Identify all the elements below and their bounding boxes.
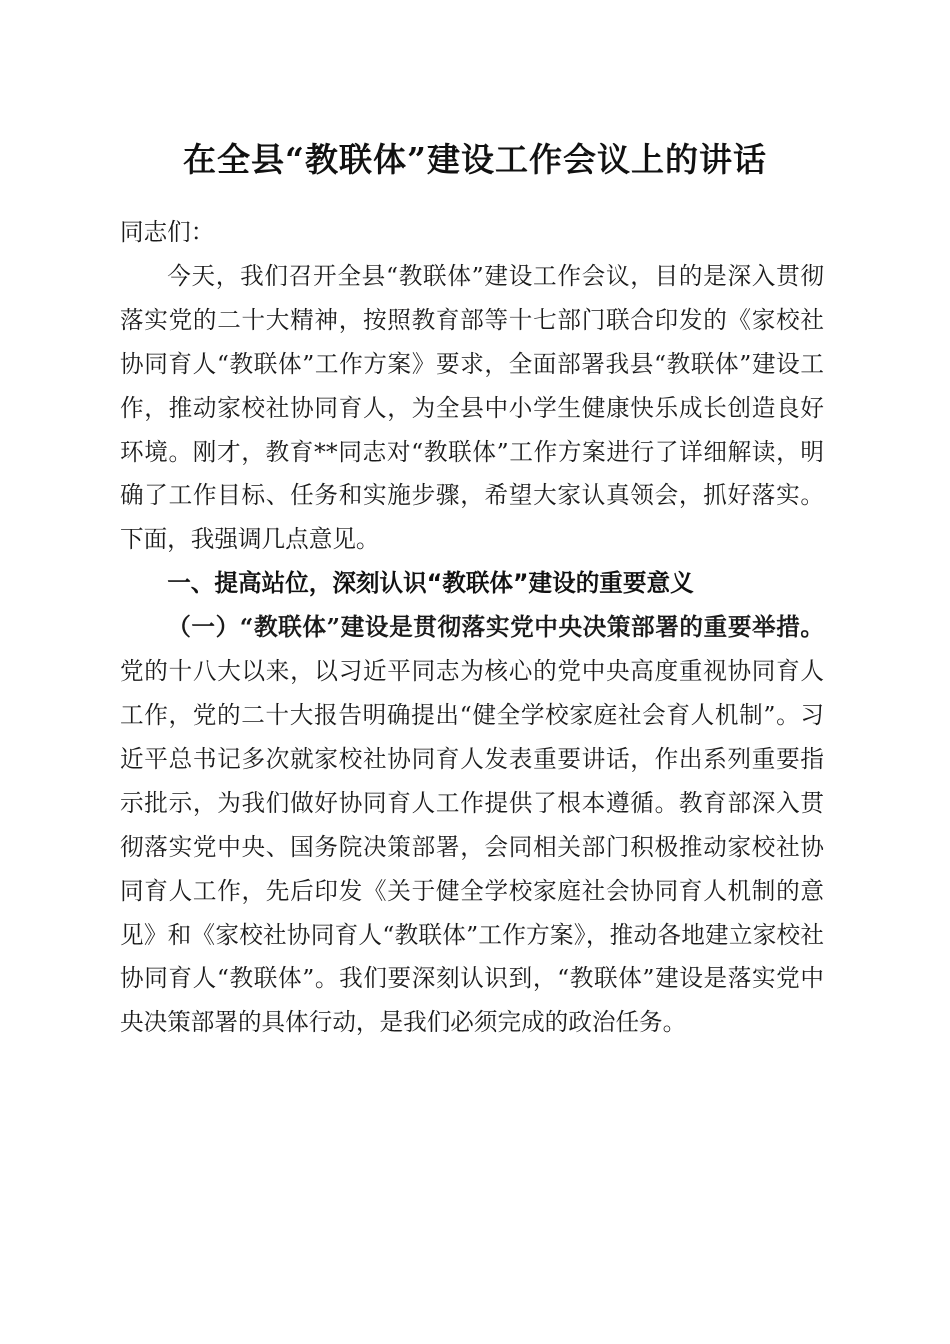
- salutation: 同志们：: [120, 218, 215, 246]
- document-body: [120, 211, 824, 1045]
- intro-paragraph: 今天，我们召开全县“教联体”建设工作会议，目的是深入贯彻落实党的二十大精神，按照教育部等十七部门联合印发的《家校社协同育人“教联体”工作方案》要求，全面部署我县“教联体”建设工作，推动家校社协同育人，为全县中小学生健康快乐成长创造良好环境。刚才，教育**同志对“教联体”工作方案进行了详细解读，明确了工作目标、任务和实施步骤，希望大家认真领会，抓好落实。下面，我强调几点意见。: [120, 261, 824, 554]
- subsection-1-1-paragraph: [120, 606, 824, 1045]
- subsection-1-1-lead: （一）“教联体”建设是贯彻落实党中央决策部署的重要举措。: [167, 613, 824, 642]
- section-1-heading: 一、提高站位，深刻认识“教联体”建设的重要意义: [167, 569, 694, 598]
- document-title: 在全县“教联体”建设工作会议上的讲话: [183, 140, 767, 179]
- subsection-1-1-body: 党的十八大以来，以习近平同志为核心的党中央高度重视协同育人工作，党的二十大报告明确提出“健全学校家庭社会育人机制”。习近平总书记多次就家校社协同育人发表重要讲话，作出系列重要指示批示，为我们做好协同育人工作提供了根本遵循。教育部深入贯彻落实党中央、国务院决策部署，会同相关部门积极推动家校社协同育人工作，先后印发《关于健全学校家庭社会协同育人机制的意见》和《家校社协同育人“教联体”工作方案》，推动各地建立家校社协同育人“教联体”。我们要深刻认识到，“教联体”建设是落实党中央决策部署的具体行动，是我们必须完成的政治任务。: [120, 657, 824, 1037]
